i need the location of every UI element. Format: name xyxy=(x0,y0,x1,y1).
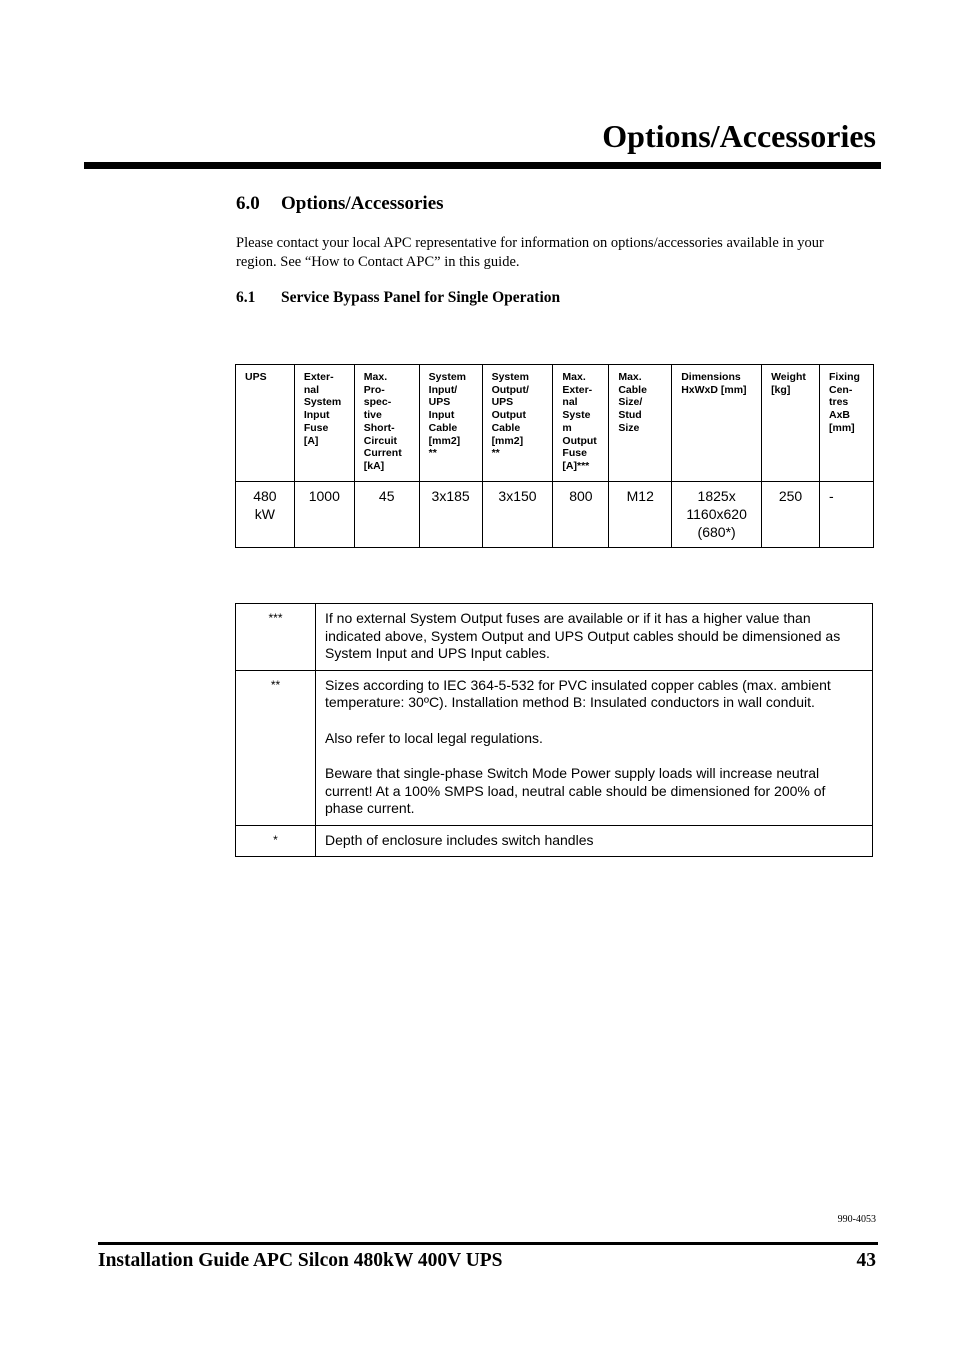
column-header xyxy=(672,365,762,482)
page-number: 43 xyxy=(856,1250,876,1271)
table-cell-line: 480 xyxy=(253,488,277,504)
column-header-line: UPS xyxy=(245,371,267,383)
footer-title: Installation Guide APC Silcon 480kW 400V UPS xyxy=(98,1250,503,1271)
table-cell-line: 3x185 xyxy=(431,488,470,504)
column-header-line: [kA] xyxy=(363,459,385,472)
column-header-line: Output xyxy=(491,409,526,422)
column-header-line: Circuit xyxy=(363,434,398,447)
intro-paragraph: Please contact your local APC representative for information on options/accessories available in your region. See “How to Contact APC” in this guide. xyxy=(236,235,824,270)
column-header xyxy=(419,365,482,482)
table-cell-line: (680*) xyxy=(697,524,736,540)
note-paragraph: Depth of enclosure includes switch handles xyxy=(325,831,594,848)
column-header-line: [mm2] xyxy=(491,434,524,447)
column-header-line: [A]*** xyxy=(562,459,590,472)
table-cell-line: 1825x xyxy=(697,488,736,504)
footer-rule xyxy=(98,1242,878,1245)
document-number: 990-4053 xyxy=(837,1214,876,1225)
note-text xyxy=(316,670,873,825)
column-header-line: m xyxy=(562,421,572,434)
note-row xyxy=(236,825,873,857)
column-header-line: Syste xyxy=(562,409,591,422)
note-text xyxy=(316,825,873,857)
subsection-number: 6.1 xyxy=(236,289,256,306)
note-paragraph: Sizes according to IEC 364-5-532 for PVC insulated copper cables (max. ambient temperature: 30ºC). Installation method B: Insulated conductors in wall conduit. xyxy=(325,676,831,710)
note-marker: *** xyxy=(236,604,316,671)
section-title: Options/Accessories xyxy=(281,193,444,214)
column-header-line: Cable xyxy=(491,421,521,434)
column-header-line: System xyxy=(491,371,529,383)
note-marker: ** xyxy=(236,670,316,825)
column-header-line: [mm] xyxy=(828,421,855,434)
column-header-line: [A] xyxy=(303,434,319,447)
table-row xyxy=(236,482,874,548)
column-header-line: Exter- xyxy=(303,371,334,383)
column-header-line: tres xyxy=(828,396,849,409)
column-header-line: Dimensions xyxy=(681,371,741,383)
note-marker: * xyxy=(236,825,316,857)
table-cell xyxy=(354,482,419,548)
table-cell xyxy=(236,482,295,548)
column-header-line: Max. xyxy=(618,371,642,383)
note-row xyxy=(236,670,873,825)
note-paragraph: If no external System Output fuses are available or if it has a higher value than indicated above, System Output and UPS Output cables should be dimensioned as System Input and UPS Input cables. xyxy=(325,610,841,661)
column-header-line: nal xyxy=(303,383,319,396)
note-paragraph: Beware that single-phase Switch Mode Power supply loads will increase neutral current! At a 100% SMPS load, neutral cable should be dimensioned for 200% of phase current. xyxy=(325,765,826,816)
column-header-line: Weight xyxy=(771,371,806,383)
column-header-line: Output/ xyxy=(491,383,529,396)
column-header-line: Stud xyxy=(618,409,642,422)
table-cell xyxy=(672,482,762,548)
table-cell-line: 1000 xyxy=(308,488,340,504)
column-header-line: tive xyxy=(363,409,382,422)
table-cell xyxy=(294,482,354,548)
column-header-line: Exter- xyxy=(562,383,593,396)
column-header xyxy=(236,365,295,482)
table-cell xyxy=(762,482,820,548)
column-header xyxy=(354,365,419,482)
column-header xyxy=(482,365,553,482)
table-cell-line: 45 xyxy=(378,488,395,504)
column-header-line: ** xyxy=(491,447,500,460)
note-row xyxy=(236,604,873,671)
section-number: 6.0 xyxy=(236,193,260,214)
column-header-line: Size xyxy=(618,421,640,434)
column-header-line: HxWxD [mm] xyxy=(681,383,747,396)
column-header-line: Input xyxy=(303,409,330,422)
column-header-line: Pro- xyxy=(363,383,385,396)
column-header-line: Input xyxy=(428,409,455,422)
spec-table-header-row xyxy=(236,365,874,482)
table-cell-line: M12 xyxy=(626,488,654,504)
column-header-line: Short- xyxy=(363,421,395,434)
column-header-line: Max. xyxy=(562,371,586,383)
column-header-line: Fuse xyxy=(303,421,329,434)
column-header-line: ** xyxy=(428,447,437,460)
notes-table xyxy=(235,603,873,857)
table-cell xyxy=(553,482,609,548)
table-cell-line: 3x150 xyxy=(498,488,537,504)
column-header-line: [mm2] xyxy=(428,434,461,447)
table-cell xyxy=(819,482,873,548)
column-header-line: Size/ xyxy=(618,396,643,409)
table-cell-line: 1160x620 xyxy=(686,506,747,522)
column-header-line: Max. xyxy=(363,371,388,383)
column-header-line: System xyxy=(428,371,467,383)
column-header-line: Cen- xyxy=(828,383,853,396)
column-header xyxy=(609,365,672,482)
column-header xyxy=(553,365,609,482)
column-header-line: UPS xyxy=(491,396,514,409)
column-header-line: Fixing xyxy=(828,371,860,383)
note-paragraph: Also refer to local legal regulations. xyxy=(325,729,543,746)
column-header-line: System xyxy=(303,396,342,409)
table-cell-line: 800 xyxy=(569,488,593,504)
table-cell-line: kW xyxy=(254,506,276,522)
column-header-line: Cable xyxy=(428,421,458,434)
section-heading xyxy=(236,193,444,215)
subsection-title: Service Bypass Panel for Single Operation xyxy=(281,289,561,306)
table-cell xyxy=(609,482,672,548)
column-header-line: Current xyxy=(363,447,402,460)
column-header-line: Output xyxy=(562,434,597,447)
column-header-line: UPS xyxy=(428,396,451,409)
table-cell-line: - xyxy=(828,488,834,504)
column-header-line: spec- xyxy=(363,396,392,409)
header-rule xyxy=(84,162,881,169)
table-cell xyxy=(482,482,553,548)
column-header-line: nal xyxy=(562,396,578,409)
subsection-heading xyxy=(236,289,560,307)
table-cell-line: 250 xyxy=(778,488,803,504)
note-text xyxy=(316,604,873,671)
page-title: Options/Accessories xyxy=(602,118,876,154)
table-cell xyxy=(419,482,482,548)
column-header-line: AxB xyxy=(828,409,850,422)
column-header-line: Fuse xyxy=(562,447,587,460)
column-header-line: Cable xyxy=(618,383,647,396)
column-header-line: Input/ xyxy=(428,383,458,396)
column-header xyxy=(762,365,820,482)
column-header xyxy=(819,365,873,482)
column-header-line: [kg] xyxy=(771,383,791,396)
spec-table xyxy=(235,364,874,548)
column-header xyxy=(294,365,354,482)
